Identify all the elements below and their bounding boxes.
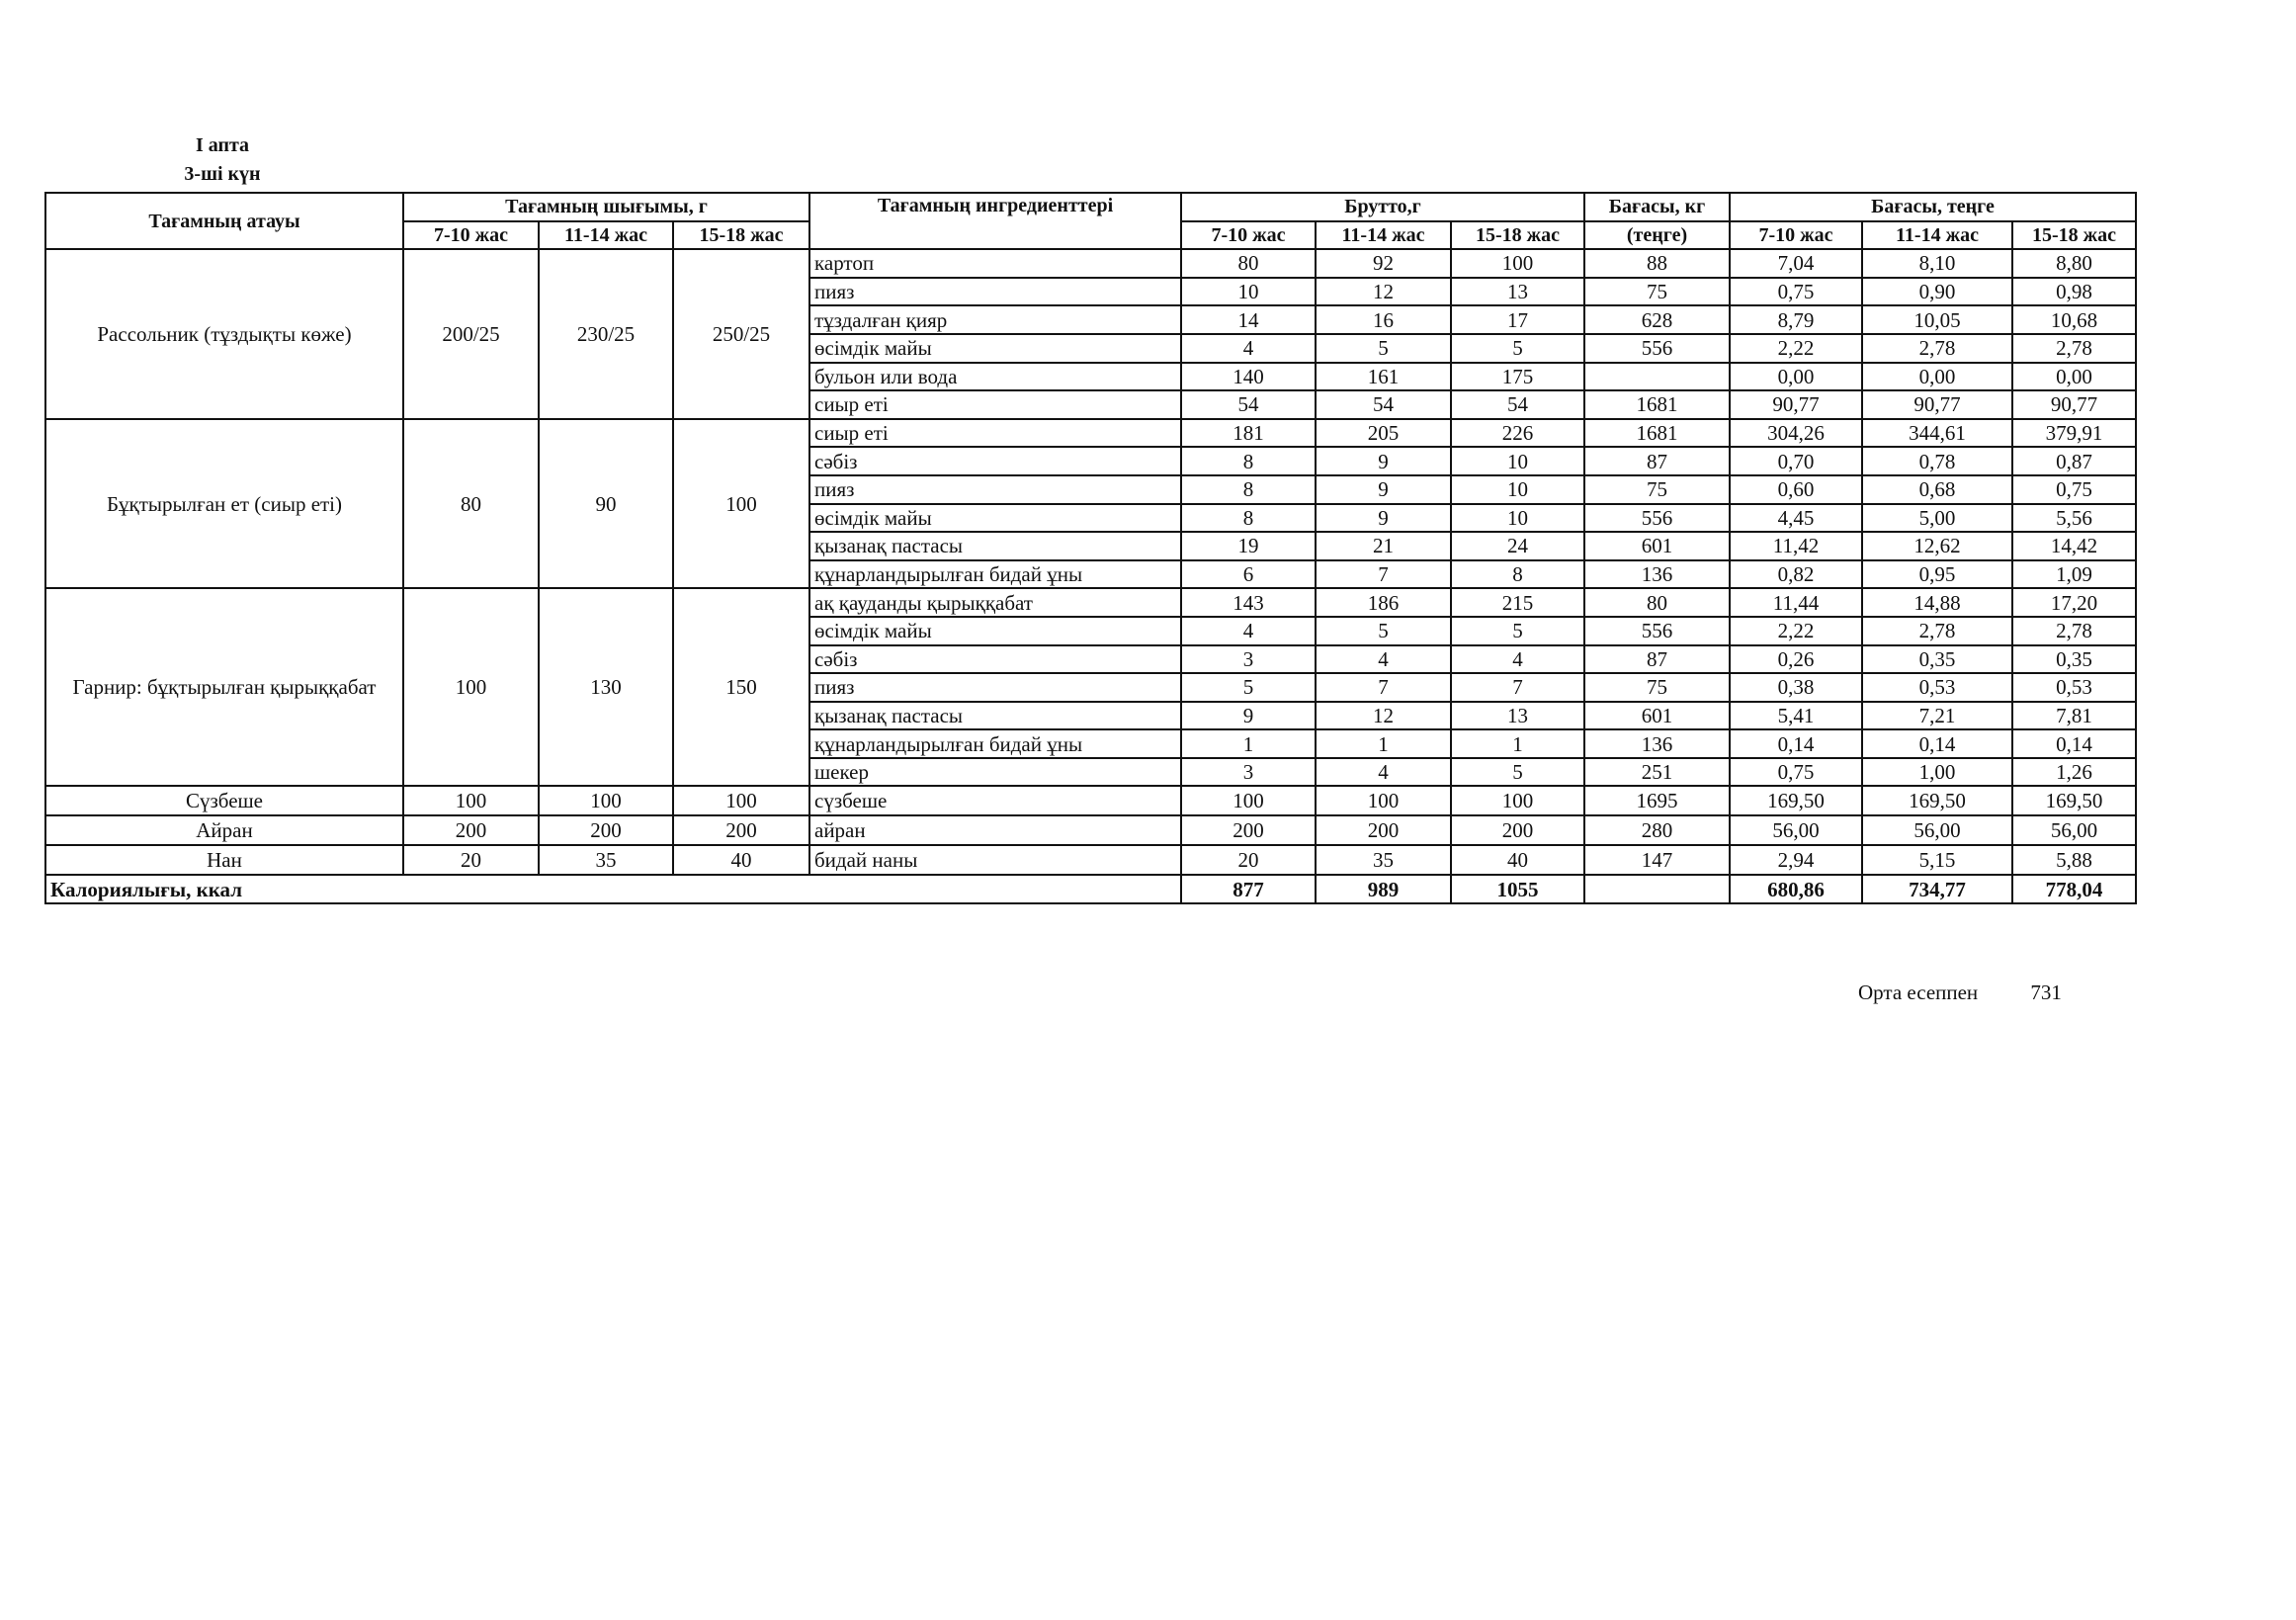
dish-output: 100 <box>673 419 809 589</box>
price-value: 304,26 <box>1730 419 1862 448</box>
brutto-value: 5 <box>1316 334 1451 363</box>
ingredient-name: сәбіз <box>809 447 1181 475</box>
brutto-value: 4 <box>1181 617 1316 645</box>
ingredient-name: ақ қауданды қырыққабат <box>809 588 1181 617</box>
average-label: Орта есеппен <box>1858 981 1979 1004</box>
price-value: 1,09 <box>2012 560 2136 589</box>
dish-output: 20 <box>403 845 539 875</box>
price-value: 10,68 <box>2012 305 2136 334</box>
price-value: 0,14 <box>2012 729 2136 758</box>
price-value: 0,53 <box>2012 673 2136 702</box>
brutto-value: 24 <box>1451 532 1584 560</box>
price-per-kg: 87 <box>1584 645 1730 674</box>
price-value: 17,20 <box>2012 588 2136 617</box>
dish-output: 150 <box>673 588 809 786</box>
brutto-value: 100 <box>1316 786 1451 815</box>
average-line <box>1858 981 2062 1005</box>
price-value: 0,90 <box>1862 278 2012 306</box>
dish-column-header: Тағамның атауы <box>45 193 403 249</box>
price-value: 0,38 <box>1730 673 1862 702</box>
ingredient-name: айран <box>809 815 1181 845</box>
price-value: 169,50 <box>1862 786 2012 815</box>
price-value: 0,26 <box>1730 645 1862 674</box>
ingredient-name: бидай наны <box>809 845 1181 875</box>
price-value: 90,77 <box>1730 390 1862 419</box>
price-per-kg: 628 <box>1584 305 1730 334</box>
brutto-value: 14 <box>1181 305 1316 334</box>
dish-output: 80 <box>403 419 539 589</box>
brutto-value: 100 <box>1451 249 1584 278</box>
dish-output: 90 <box>539 419 673 589</box>
price-per-kg: 280 <box>1584 815 1730 845</box>
age-header: 15-18 жас <box>673 221 809 250</box>
price-value: 2,22 <box>1730 334 1862 363</box>
day-heading: 3-ші күн <box>184 163 261 185</box>
dish-output: 200 <box>403 815 539 845</box>
ingredient-name: сиыр еті <box>809 419 1181 448</box>
brutto-value: 140 <box>1181 363 1316 391</box>
price-value: 56,00 <box>2012 815 2136 845</box>
ingredient-name: өсімдік майы <box>809 504 1181 533</box>
total-brutto: 989 <box>1316 875 1451 903</box>
brutto-value: 4 <box>1316 758 1451 787</box>
price-value: 90,77 <box>2012 390 2136 419</box>
brutto-value: 35 <box>1316 845 1451 875</box>
price-per-kg: 87 <box>1584 447 1730 475</box>
ingredient-row <box>45 786 2136 815</box>
dish-output: 100 <box>539 786 673 815</box>
ingredient-row <box>45 419 2136 448</box>
age-header: 15-18 жас <box>1451 221 1584 250</box>
dish-output: 200 <box>539 815 673 845</box>
brutto-value: 100 <box>1181 786 1316 815</box>
price-kg-unit: (теңге) <box>1584 221 1730 250</box>
price-value: 0,60 <box>1730 475 1862 504</box>
brutto-value: 3 <box>1181 645 1316 674</box>
brutto-value: 143 <box>1181 588 1316 617</box>
brutto-value: 8 <box>1451 560 1584 589</box>
price-value: 5,56 <box>2012 504 2136 533</box>
price-value: 8,80 <box>2012 249 2136 278</box>
price-per-kg: 601 <box>1584 702 1730 730</box>
week-heading: I апта <box>195 134 250 156</box>
brutto-value: 16 <box>1316 305 1451 334</box>
price-value: 8,79 <box>1730 305 1862 334</box>
price-value: 0,82 <box>1730 560 1862 589</box>
ingredient-row <box>45 588 2136 617</box>
brutto-value: 21 <box>1316 532 1451 560</box>
price-value: 14,88 <box>1862 588 2012 617</box>
price-per-kg: 1695 <box>1584 786 1730 815</box>
price-per-kg: 1681 <box>1584 419 1730 448</box>
ingredient-name: картоп <box>809 249 1181 278</box>
total-price: 778,04 <box>2012 875 2136 903</box>
price-value: 0,75 <box>2012 475 2136 504</box>
brutto-value: 13 <box>1451 702 1584 730</box>
brutto-value: 9 <box>1181 702 1316 730</box>
price-per-kg <box>1584 363 1730 391</box>
age-header: 15-18 жас <box>2012 221 2136 250</box>
brutto-value: 9 <box>1316 447 1451 475</box>
brutto-value: 92 <box>1316 249 1451 278</box>
brutto-value: 175 <box>1451 363 1584 391</box>
price-per-kg: 75 <box>1584 475 1730 504</box>
brutto-value: 8 <box>1181 504 1316 533</box>
ingredient-name: құнарландырылған бидай ұны <box>809 729 1181 758</box>
brutto-value: 4 <box>1451 645 1584 674</box>
price-value: 0,78 <box>1862 447 2012 475</box>
brutto-value: 100 <box>1451 786 1584 815</box>
price-per-kg: 556 <box>1584 334 1730 363</box>
brutto-value: 1 <box>1451 729 1584 758</box>
price-value: 0,14 <box>1862 729 2012 758</box>
brutto-value: 5 <box>1451 334 1584 363</box>
age-header: 7-10 жас <box>1181 221 1316 250</box>
brutto-value: 7 <box>1451 673 1584 702</box>
ingredient-row <box>45 845 2136 875</box>
price-value: 0,35 <box>2012 645 2136 674</box>
price-value: 11,42 <box>1730 532 1862 560</box>
price-value: 90,77 <box>1862 390 2012 419</box>
ingredient-name: өсімдік майы <box>809 617 1181 645</box>
total-brutto: 877 <box>1181 875 1316 903</box>
dish-output: 130 <box>539 588 673 786</box>
ingredient-name: сүзбеше <box>809 786 1181 815</box>
brutto-value: 40 <box>1451 845 1584 875</box>
ingredient-name: қызанақ пастасы <box>809 532 1181 560</box>
brutto-value: 200 <box>1181 815 1316 845</box>
price-value: 1,26 <box>2012 758 2136 787</box>
brutto-value: 186 <box>1316 588 1451 617</box>
price-per-kg: 1681 <box>1584 390 1730 419</box>
price-value: 7,81 <box>2012 702 2136 730</box>
total-label: Калориялығы, ккал <box>45 875 1181 903</box>
brutto-value: 80 <box>1181 249 1316 278</box>
price-value: 0,87 <box>2012 447 2136 475</box>
price-value: 4,45 <box>1730 504 1862 533</box>
price-value: 12,62 <box>1862 532 2012 560</box>
price-value: 2,22 <box>1730 617 1862 645</box>
ingredient-name: бульон или вода <box>809 363 1181 391</box>
output-column-header: Тағамның шығымы, г <box>403 193 809 221</box>
price-value: 7,21 <box>1862 702 2012 730</box>
age-header: 11-14 жас <box>1862 221 2012 250</box>
ingredient-row <box>45 249 2136 278</box>
table-body <box>45 249 2136 875</box>
ingredient-row <box>45 815 2136 845</box>
price-per-kg: 251 <box>1584 758 1730 787</box>
brutto-value: 7 <box>1316 560 1451 589</box>
dish-name: Айран <box>45 815 403 845</box>
price-value: 0,98 <box>2012 278 2136 306</box>
table-header <box>45 193 2136 249</box>
price-value: 1,00 <box>1862 758 2012 787</box>
brutto-value: 161 <box>1316 363 1451 391</box>
dish-output: 250/25 <box>673 249 809 419</box>
price-per-kg: 136 <box>1584 729 1730 758</box>
age-header: 7-10 жас <box>403 221 539 250</box>
brutto-value: 4 <box>1316 645 1451 674</box>
total-brutto: 1055 <box>1451 875 1584 903</box>
price-value: 5,00 <box>1862 504 2012 533</box>
brutto-value: 7 <box>1316 673 1451 702</box>
dish-name: Гарнир: бұқтырылған қырыққабат <box>45 588 403 786</box>
brutto-value: 20 <box>1181 845 1316 875</box>
price-per-kg: 75 <box>1584 673 1730 702</box>
price-value: 0,68 <box>1862 475 2012 504</box>
average-value: 731 <box>2030 981 2062 1004</box>
brutto-value: 13 <box>1451 278 1584 306</box>
brutto-value: 5 <box>1451 617 1584 645</box>
table-footer <box>45 875 2136 903</box>
brutto-value: 9 <box>1316 475 1451 504</box>
price-value: 0,14 <box>1730 729 1862 758</box>
brutto-value: 8 <box>1181 447 1316 475</box>
total-price-kg <box>1584 875 1730 903</box>
price-per-kg: 147 <box>1584 845 1730 875</box>
brutto-value: 215 <box>1451 588 1584 617</box>
price-kg-column-header: Бағасы, кг <box>1584 193 1730 221</box>
price-value: 56,00 <box>1862 815 2012 845</box>
price-value: 5,41 <box>1730 702 1862 730</box>
price-value: 5,15 <box>1862 845 2012 875</box>
price-value: 0,75 <box>1730 278 1862 306</box>
brutto-value: 19 <box>1181 532 1316 560</box>
total-row <box>45 875 2136 903</box>
price-per-kg: 556 <box>1584 504 1730 533</box>
price-value: 11,44 <box>1730 588 1862 617</box>
ingredient-name: құнарландырылған бидай ұны <box>809 560 1181 589</box>
brutto-value: 17 <box>1451 305 1584 334</box>
ingredients-column-header: Тағамның ингредиенттері <box>809 193 1181 249</box>
ingredient-name: шекер <box>809 758 1181 787</box>
dish-output: 100 <box>673 786 809 815</box>
ingredient-name: пияз <box>809 278 1181 306</box>
brutto-value: 10 <box>1451 475 1584 504</box>
dish-name: Нан <box>45 845 403 875</box>
brutto-value: 205 <box>1316 419 1451 448</box>
brutto-value: 12 <box>1316 702 1451 730</box>
dish-output: 100 <box>403 786 539 815</box>
brutto-value: 54 <box>1181 390 1316 419</box>
dish-output: 35 <box>539 845 673 875</box>
price-per-kg: 80 <box>1584 588 1730 617</box>
price-value: 2,78 <box>1862 334 2012 363</box>
price-per-kg: 136 <box>1584 560 1730 589</box>
price-tenge-column-header: Бағасы, теңге <box>1730 193 2136 221</box>
brutto-value: 200 <box>1316 815 1451 845</box>
ingredient-name: сәбіз <box>809 645 1181 674</box>
price-value: 5,88 <box>2012 845 2136 875</box>
ingredient-name: тұздалған қияр <box>809 305 1181 334</box>
price-value: 379,91 <box>2012 419 2136 448</box>
brutto-value: 8 <box>1181 475 1316 504</box>
price-value: 344,61 <box>1862 419 2012 448</box>
brutto-value: 12 <box>1316 278 1451 306</box>
brutto-value: 5 <box>1451 758 1584 787</box>
brutto-value: 54 <box>1451 390 1584 419</box>
price-value: 0,35 <box>1862 645 2012 674</box>
menu-table <box>44 192 2137 904</box>
dish-output: 200 <box>673 815 809 845</box>
age-header: 11-14 жас <box>539 221 673 250</box>
price-value: 0,95 <box>1862 560 2012 589</box>
price-per-kg: 556 <box>1584 617 1730 645</box>
ingredient-name: қызанақ пастасы <box>809 702 1181 730</box>
price-value: 0,75 <box>1730 758 1862 787</box>
price-value: 7,04 <box>1730 249 1862 278</box>
price-value: 8,10 <box>1862 249 2012 278</box>
price-per-kg: 75 <box>1584 278 1730 306</box>
dish-name: Сүзбеше <box>45 786 403 815</box>
total-price: 734,77 <box>1862 875 2012 903</box>
price-value: 169,50 <box>1730 786 1862 815</box>
brutto-value: 6 <box>1181 560 1316 589</box>
price-per-kg: 88 <box>1584 249 1730 278</box>
dish-output: 200/25 <box>403 249 539 419</box>
brutto-value: 5 <box>1181 673 1316 702</box>
brutto-value: 9 <box>1316 504 1451 533</box>
price-value: 2,94 <box>1730 845 1862 875</box>
price-value: 0,70 <box>1730 447 1862 475</box>
dish-name: Рассольник (тұздықты көже) <box>45 249 403 419</box>
total-price: 680,86 <box>1730 875 1862 903</box>
price-value: 2,78 <box>2012 617 2136 645</box>
price-value: 2,78 <box>1862 617 2012 645</box>
dish-output: 230/25 <box>539 249 673 419</box>
price-value: 10,05 <box>1862 305 2012 334</box>
brutto-value: 1 <box>1316 729 1451 758</box>
price-value: 0,00 <box>1730 363 1862 391</box>
dish-name: Бұқтырылған ет (сиыр еті) <box>45 419 403 589</box>
brutto-value: 3 <box>1181 758 1316 787</box>
dish-output: 100 <box>403 588 539 786</box>
price-value: 0,53 <box>1862 673 2012 702</box>
brutto-value: 5 <box>1316 617 1451 645</box>
brutto-value: 10 <box>1181 278 1316 306</box>
price-per-kg: 601 <box>1584 532 1730 560</box>
price-value: 169,50 <box>2012 786 2136 815</box>
dish-output: 40 <box>673 845 809 875</box>
age-header: 7-10 жас <box>1730 221 1862 250</box>
ingredient-name: пияз <box>809 475 1181 504</box>
brutto-value: 200 <box>1451 815 1584 845</box>
brutto-value: 54 <box>1316 390 1451 419</box>
brutto-value: 4 <box>1181 334 1316 363</box>
brutto-value: 181 <box>1181 419 1316 448</box>
ingredient-name: өсімдік майы <box>809 334 1181 363</box>
age-header: 11-14 жас <box>1316 221 1451 250</box>
price-value: 0,00 <box>1862 363 2012 391</box>
ingredient-name: пияз <box>809 673 1181 702</box>
brutto-value: 10 <box>1451 447 1584 475</box>
price-value: 0,00 <box>2012 363 2136 391</box>
brutto-value: 10 <box>1451 504 1584 533</box>
price-value: 2,78 <box>2012 334 2136 363</box>
brutto-column-header: Брутто,г <box>1181 193 1584 221</box>
price-value: 14,42 <box>2012 532 2136 560</box>
brutto-value: 226 <box>1451 419 1584 448</box>
brutto-value: 1 <box>1181 729 1316 758</box>
ingredient-name: сиыр еті <box>809 390 1181 419</box>
price-value: 56,00 <box>1730 815 1862 845</box>
